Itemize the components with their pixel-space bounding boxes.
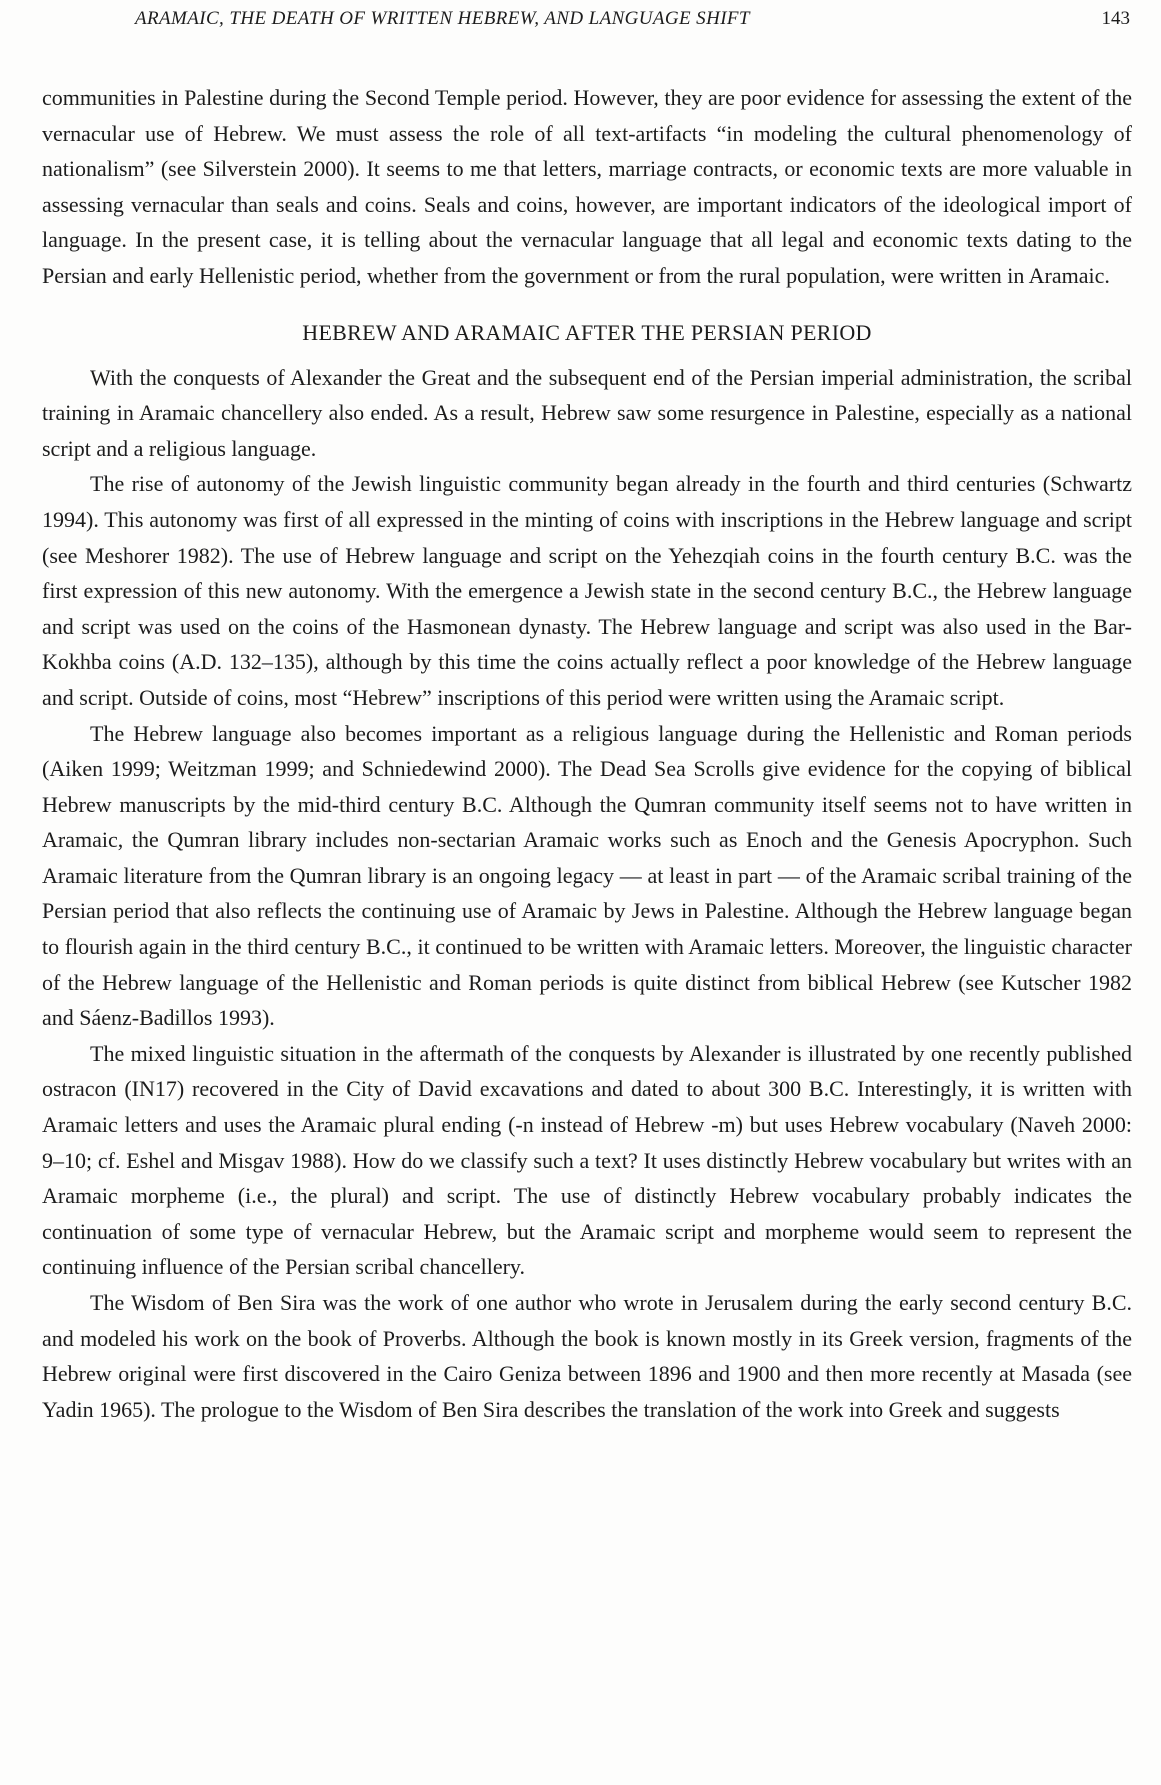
page-number: 143 [1101,8,1130,29]
paragraph: The Hebrew language also becomes important as a religious language during the Hellenistic and Roman periods (Aiken 1999; Weitzman 1999; and Schniedewind 2000). The Dead Sea Scrolls give evidence for the copying of biblical Hebrew manuscripts by the mid-third century B.C. Although the Qumran community itself seems not to have written in Aramaic, the Qumran library includes non-sectarian Aramaic works such as Enoch and the Genesis Apocryphon. Such Aramaic literature from the Qumran library is an ongoing legacy — at least in part — of the Aramaic scribal training of the Persian period that also reflects the continuing use of Aramaic by Jews in Palestine. Although the Hebrew language began to flourish again in the third century B.C., it continued to be written with Aramaic letters. Moreover, the linguistic character of the Hebrew language of the Hellenistic and Roman periods is quite distinct from biblical Hebrew (see Kutscher 1982 and Sáenz-Badillos 1993). [42,720,1132,1031]
paragraph: With the conquests of Alexander the Great and the subsequent end of the Persian imperial administration, the scribal training in Aramaic chancellery also ended. As a result, Hebrew saw some resurgence in Palestine, especially as a national script and a religious language. [42,364,1132,461]
body-text [42,80,1132,1427]
paragraph: The mixed linguistic situation in the aftermath of the conquests by Alexander is illustrated by one recently published ostracon (IN17) recovered in the City of David excavations and dated to about 300 B.C. Interestingly, it is written with Aramaic letters and uses the Aramaic plural ending (-n instead of Hebrew -m) but uses Hebrew vocabulary (Naveh 2000: 9–10; cf. Eshel and Misgav 1988). How do we classify such a text? It uses distinctly Hebrew vocabulary but writes with an Aramaic morpheme (i.e., the plural) and script. The use of distinctly Hebrew vocabulary probably indicates the continuation of some type of vernacular Hebrew, but the Aramaic script and morpheme would seem to represent the continuing influence of the Persian scribal chancellery. [42,1040,1132,1280]
running-title: ARAMAIC, THE DEATH OF WRITTEN HEBREW, AND LANGUAGE SHIFT [135,8,750,29]
running-head [40,8,1130,38]
paragraph: The Wisdom of Ben Sira was the work of one author who wrote in Jerusalem during the early second century B.C. and modeled his work on the book of Proverbs. Although the book is known mostly in its Greek version, fragments of the Hebrew original were first discovered in the Cairo Geniza between 1896 and 1900 and then more recently at Masada (see Yadin 1965). The prologue to the Wisdom of Ben Sira describes the translation of the work into Greek and suggests [42,1290,1132,1422]
paragraph: The rise of autonomy of the Jewish linguistic community began already in the fourth and third centuries (Schwartz 1994). This autonomy was first of all expressed in the minting of coins with inscriptions in the Hebrew language and script (see Meshorer 1982). The use of Hebrew language and script on the Yehezqiah coins in the fourth century B.C. was the first expression of this new autonomy. With the emergence a Jewish state in the second century B.C., the Hebrew language and script was used on the coins of the Hasmonean dynasty. The Hebrew language and script was also used in the Bar-Kokhba coins (A.D. 132–135), although by this time the coins actually reflect a poor knowledge of the Hebrew language and script. Outside of coins, most “Hebrew” inscriptions of this period were written using the Aramaic script. [42,471,1132,710]
section-heading: HEBREW AND ARAMAIC AFTER THE PERSIAN PERIOD [302,319,872,345]
paragraph-continued: communities in Palestine during the Second Temple period. However, they are poor evidence for assessing the extent of the vernacular use of Hebrew. We must assess the role of all text-artifacts “in modeling the cultural phenomenology of nationalism” (see Silverstein 2000). It seems to me that letters, marriage contracts, or economic texts are more valuable in assessing vernacular than seals and coins. Seals and coins, however, are important indicators of the ideological import of language. In the present case, it is telling about the vernacular language that all legal and economic texts dating to the Persian and early Hellenistic period, whether from the government or from the rural population, were written in Aramaic. [42,85,1132,288]
